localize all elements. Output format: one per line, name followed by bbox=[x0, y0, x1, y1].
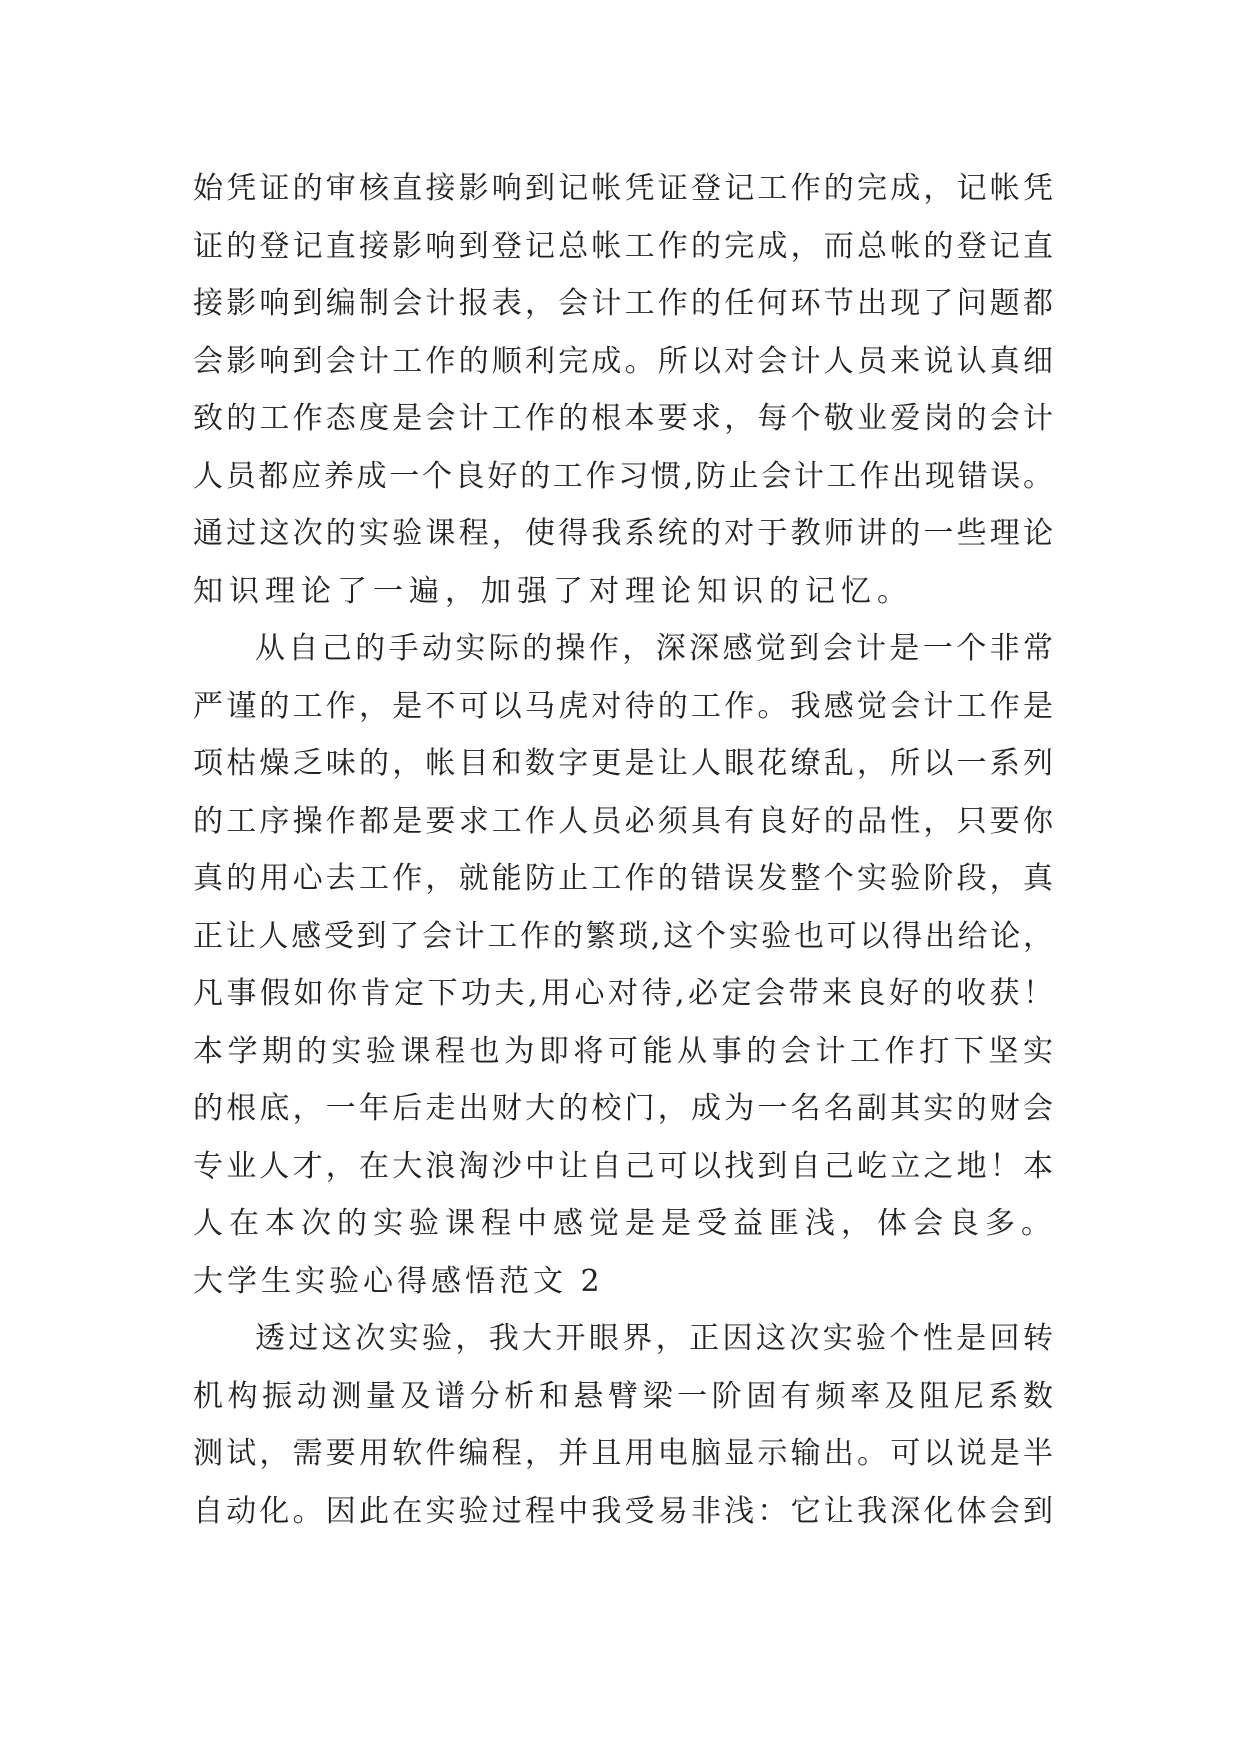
text-line: 严谨的工作，是不可以马虎对待的工作。我感觉会计工作是 bbox=[193, 688, 1053, 724]
text-line: 从自己的手动实际的操作，深深感觉到会计是一个非常 bbox=[255, 631, 1053, 666]
paragraph-2 bbox=[193, 620, 1057, 1253]
text-line: 接影响到编制会计报表，会计工作的任何环节出现了问题都 bbox=[193, 286, 1053, 321]
text-line: 测试，需要用软件编程，并且用电脑显示输出。可以说是半 bbox=[193, 1436, 1053, 1471]
text-line: 的工序操作都是要求工作人员必须具有良好的品性，只要你 bbox=[193, 803, 1053, 839]
section-heading: 大学生实验心得感悟范文 2 bbox=[193, 1263, 604, 1299]
text-line: 始凭证的审核直接影响到记帐凭证登记工作的完成，记帐凭 bbox=[193, 171, 1053, 206]
text-line: 致的工作态度是会计工作的根本要求，每个敬业爱岗的会计 bbox=[193, 401, 1053, 436]
text-line: 正让人感受到了会计工作的繁琐,这个实验也可以得出给论， bbox=[193, 918, 1053, 954]
text-line: 通过这次的实验课程，使得我系统的对于教师讲的一些理论 bbox=[193, 516, 1053, 551]
text-line: 自动化。因此在实验过程中我受易非浅：它让我深化体会到 bbox=[193, 1493, 1053, 1529]
paragraph-3 bbox=[193, 1310, 1053, 1540]
paragraph-1 bbox=[193, 160, 1053, 620]
text-line: 机构振动测量及谱分析和悬臂梁一阶固有频率及阻尼系数 bbox=[193, 1378, 1053, 1414]
text-line: 会影响到会计工作的顺利完成。所以对会计人员来说认真细 bbox=[193, 343, 1053, 379]
text-line: 凡事假如你肯定下功夫,用心对待,必定会带来良好的收获！ bbox=[193, 976, 1053, 1011]
text-line: 项枯燥乏味的，帐目和数字更是让人眼花缭乱，所以一系列 bbox=[193, 746, 1053, 781]
text-line: 专业人才，在大浪淘沙中让自己可以找到自己屹立之地！本 bbox=[193, 1148, 1053, 1184]
text-line: 的根底，一年后走出财大的校门，成为一名名副其实的财会 bbox=[193, 1091, 1053, 1126]
text-line: 透过这次实验，我大开眼界，正因这次实验个性是回转 bbox=[255, 1321, 1053, 1356]
text-line: 知识理论了一遍，加强了对理论知识的记忆。 bbox=[193, 573, 913, 609]
document-body bbox=[193, 160, 1057, 1540]
text-line: 真的用心去工作，就能防止工作的错误发整个实验阶段，真 bbox=[193, 861, 1053, 896]
text-line: 人员都应养成一个良好的工作习惯,防止会计工作出现错误。 bbox=[193, 458, 1053, 494]
text-line: 人在本次的实验课程中感觉是是受益匪浅，体会良多。 bbox=[193, 1206, 1057, 1241]
text-line: 本学期的实验课程也为即将可能从事的会计工作打下坚实 bbox=[193, 1033, 1053, 1069]
text-line: 证的登记直接影响到登记总帐工作的完成，而总帐的登记直 bbox=[193, 228, 1053, 264]
